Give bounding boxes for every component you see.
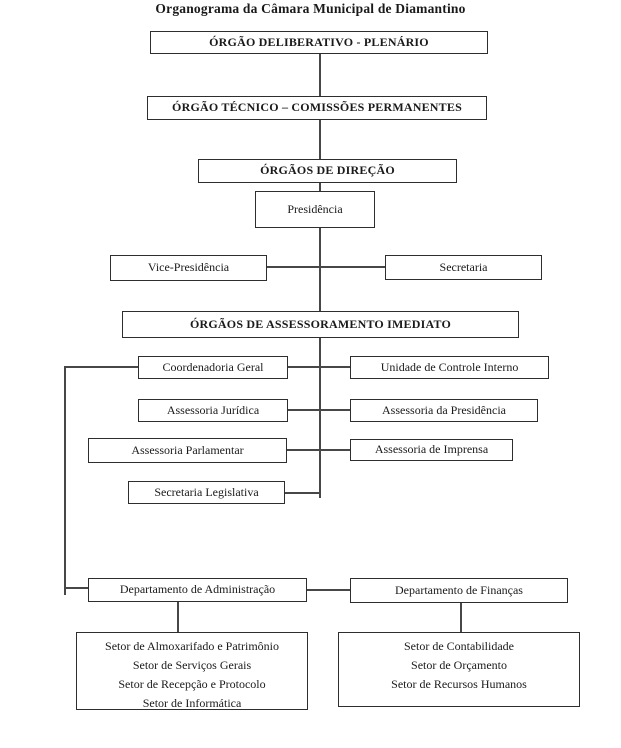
- node-departamento-financas: [350, 578, 568, 603]
- node-label: ÓRGÃO TÉCNICO – COMISSÕES PERMANENTES: [172, 100, 462, 115]
- node-setores-financas: [338, 632, 580, 707]
- connector-parlamentar-imprensa: [287, 449, 350, 451]
- node-secretaria-legislativa: [128, 481, 285, 504]
- node-unidade-controle-interno: [350, 356, 549, 379]
- connector-dep-admin-setores: [177, 602, 179, 632]
- setor-item: Setor de Recursos Humanos: [391, 677, 527, 691]
- connector-dep-admin-financas: [307, 589, 350, 591]
- setor-item: Setor de Orçamento: [411, 658, 507, 672]
- node-label: ÓRGÃOS DE ASSESSORAMENTO IMEDIATO: [190, 316, 451, 331]
- node-label: ÓRGÃO DELIBERATIVO - PLENÁRIO: [209, 34, 429, 49]
- connector-tecnico-direcao: [319, 120, 321, 159]
- setor-item: Setor de Recepção e Protocolo: [118, 677, 266, 691]
- node-label: Secretaria: [439, 259, 488, 274]
- connector-rail-coordenadoria: [64, 366, 138, 368]
- node-coordenadoria-geral: [138, 356, 288, 379]
- node-label: Assessoria de Imprensa: [374, 442, 489, 457]
- node-setores-administracao: [76, 632, 308, 710]
- connector-presidencia-assessoramento: [319, 228, 321, 311]
- node-label: ÓRGÃOS DE DIREÇÃO: [260, 163, 395, 178]
- connector-rail-dep-admin: [64, 587, 88, 589]
- connector-vice-secretaria: [267, 266, 385, 268]
- node-label: Unidade de Controle Interno: [380, 359, 519, 374]
- setor-item: Setor de Contabilidade: [404, 639, 514, 653]
- node-label: Departamento de Administração: [119, 582, 276, 597]
- node-vice-presidencia: [110, 255, 267, 281]
- setor-item: Setor de Serviços Gerais: [132, 658, 252, 672]
- connector-dep-financas-setores: [460, 603, 462, 632]
- node-label: Assessoria da Presidência: [382, 402, 506, 417]
- node-label: Presidência: [287, 201, 343, 216]
- node-presidencia: [255, 191, 375, 228]
- node-label: Assessoria Jurídica: [166, 402, 260, 417]
- connector-juridica-presidencia: [288, 409, 350, 411]
- node-secretaria: [385, 255, 542, 280]
- org-chart-title: Organograma da Câmara Municipal de Diamantino: [155, 1, 466, 16]
- connector-legislativa-spine: [285, 492, 321, 494]
- node-assessoria-da-presidencia: [350, 399, 538, 422]
- node-label: Vice-Presidência: [147, 260, 230, 275]
- node-orgao-deliberativo-plenario: [150, 31, 488, 54]
- connector-direcao-presidencia: [319, 183, 321, 191]
- node-assessoria-parlamentar: [88, 438, 287, 463]
- node-orgao-tecnico-comissoes: [147, 96, 487, 120]
- node-orgaos-de-direcao: [198, 159, 457, 183]
- connector-coordenadoria-controle: [288, 366, 350, 368]
- node-assessoria-de-imprensa: [350, 439, 513, 461]
- connector-assessoramento-spine: [319, 338, 321, 498]
- node-label: Assessoria Parlamentar: [131, 442, 244, 457]
- connector-rail-vertical: [64, 366, 66, 595]
- setor-item: Setor de Informática: [142, 696, 242, 710]
- setor-item: Setor de Almoxarifado e Patrimônio: [105, 639, 279, 653]
- connector-deliberativo-tecnico: [319, 54, 321, 96]
- node-label: Coordenadoria Geral: [162, 359, 264, 374]
- node-assessoria-juridica: [138, 399, 288, 422]
- node-label: Departamento de Finanças: [395, 582, 523, 597]
- node-departamento-administracao: [88, 578, 307, 602]
- node-orgaos-assessoramento-imediato: [122, 311, 519, 338]
- node-label: Secretaria Legislativa: [154, 484, 259, 499]
